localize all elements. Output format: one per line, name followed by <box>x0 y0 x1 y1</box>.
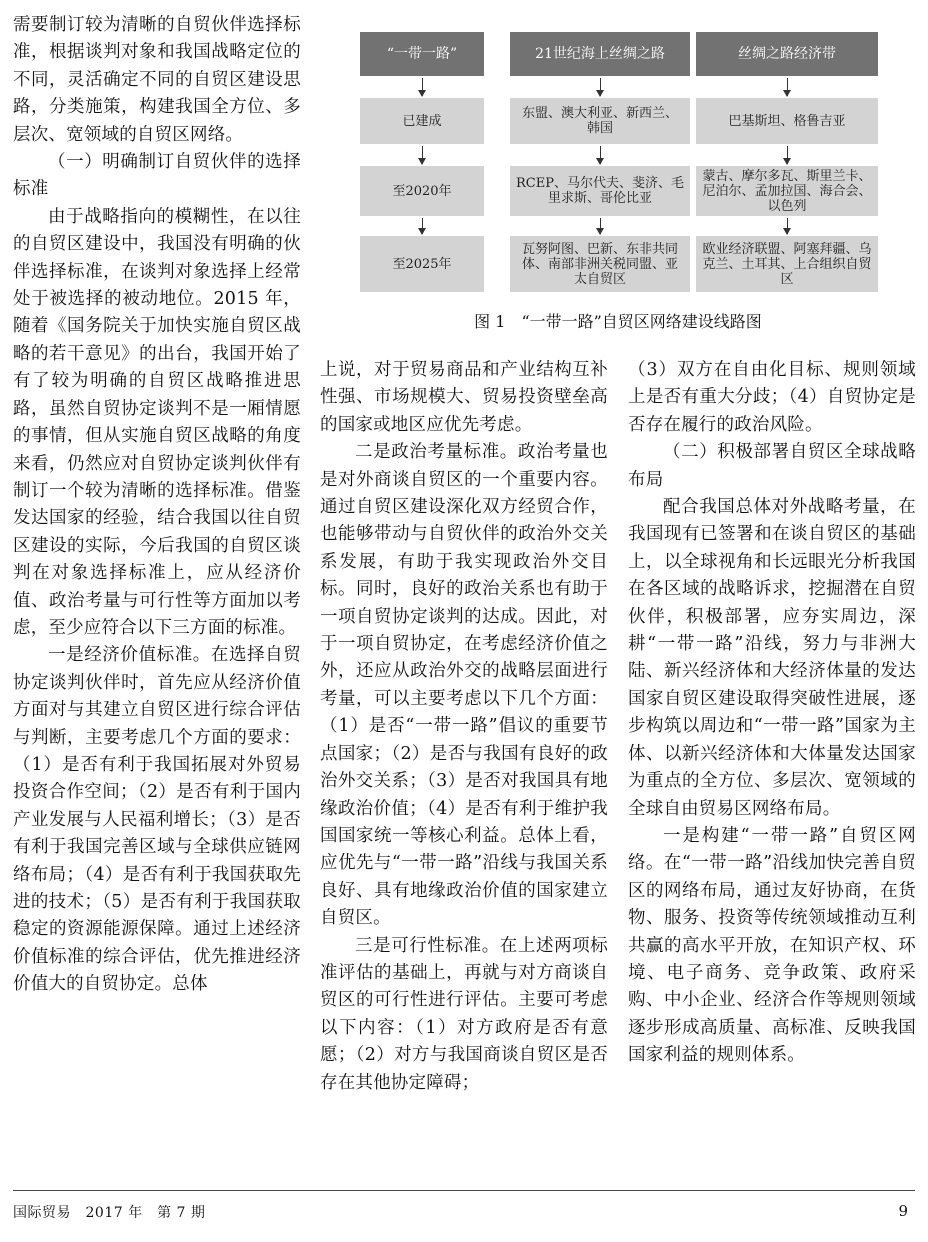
paragraph: 上说，对于贸易商品和产业结构互补性强、市场规模大、贸易投资壁垒高的国家或地区应优先考虑。 <box>320 360 608 435</box>
paragraph: 一是构建“一带一路”自贸区网络。在“一带一路”沿线加快完善自贸区的网络布局，通过友好协商，在货物、服务、投资等传统领域推动互利共赢的高水平开放，在知识产权、环境、电子商务、竞争政策、政府采购、中小企业、经济合作等规则领域逐步形成高质量、高标准、反映我国国家利益的规则体系。 <box>628 825 916 1066</box>
down-arrow-icon <box>422 78 423 96</box>
down-arrow-icon <box>787 146 788 164</box>
paragraph: （3）双方在自由化目标、规则领域上是否有重大分歧；（4）自贸协定是否存在履行的政治风险。 <box>628 360 916 435</box>
figure-caption: 图 1 “一带一路”自贸区网络建设线路图 <box>474 312 762 331</box>
text-column-left <box>13 12 301 999</box>
paragraph: 一是经济价值标准。在选择自贸协定谈判伙伴时，首先应从经济价值方面对与其建立自贸区进行综合评估与判断，主要考虑几个方面的要求：（1）是否有利于我国拓展对外贸易投资合作空间；（2）是否有利于国内产业发展与人民福利增长；（3）是否有利于我国完善区域与全球供应链网络布局；（4）是否有利于我国获取先进的技术；（5）是否有利于我国获取稳定的资源能源保障。通过上述经济价值标准的综合评估，优先推进经济价值大的自贸协定。总体 <box>13 645 301 995</box>
figure-flowchart <box>360 22 890 302</box>
down-arrow-icon <box>600 146 601 164</box>
cell-maritime-2025: 瓦努阿图、巴新、东非共同体、南部非洲关税同盟、亚太自贸区 <box>510 236 690 292</box>
text-column-middle <box>320 357 608 1097</box>
text-column-right <box>628 357 916 1070</box>
stage-2025: 至2025年 <box>360 236 484 292</box>
section-heading: （一）明确制订自贸伙伴的选择标准 <box>13 152 301 200</box>
section-heading: （二）积极部署自贸区全球战略布局 <box>628 442 916 490</box>
down-arrow-icon <box>600 78 601 96</box>
header-belt-and-road: “一带一路” <box>360 32 484 76</box>
page-number: 9 <box>898 1202 908 1220</box>
down-arrow-icon <box>600 218 601 234</box>
footer-divider <box>13 1190 915 1191</box>
cell-belt-built: 巴基斯坦、格鲁吉亚 <box>696 98 878 144</box>
paragraph: 需要制订较为清晰的自贸伙伴选择标准，根据谈判对象和我国战略定位的不同，灵活确定不同的自贸区建设思路，分类施策，构建我国全方位、多层次、宽领域的自贸区网络。 <box>13 15 301 145</box>
cell-maritime-2020: RCEP、马尔代夫、斐济、毛里求斯、哥伦比亚 <box>510 166 690 216</box>
paragraph: 三是可行性标准。在上述两项标准评估的基础上，再就与对方商谈自贸区的可行性进行评估。主要可考虑以下内容：（1）对方政府是否有意愿；（2）对方与我国商谈自贸区是否存在其他协定障碍； <box>320 935 608 1093</box>
cell-belt-2020: 蒙古、摩尔多瓦、斯里兰卡、尼泊尔、孟加拉国、海合会、以色列 <box>696 166 878 216</box>
down-arrow-icon <box>787 78 788 96</box>
paragraph: 由于战略指向的模糊性，在以往的自贸区建设中，我国没有明确的伙伴选择标准，在谈判对象选择上经常处于被选择的被动地位。2015 年，随着《国务院关于加快实施自贸区战略的若干意见》的出台，我国开始了有了较为明确的自贸区战略推进思路，虽然自贸协定谈判不是一厢情愿的事情，但从实施自贸区战略的角度来看，仍然应对自贸协定谈判伙伴有制订一个较为清晰的选择标准。借鉴发达国家的经验，结合我国以往自贸区建设的实际，今后我国的自贸区谈判在对象选择标准上，应从经济价值、政治考量与可行性等方面加以考虑，至少应符合以下三方面的标准。 <box>13 206 301 638</box>
stage-built: 已建成 <box>360 98 484 144</box>
cell-maritime-built: 东盟、澳大利亚、新西兰、韩国 <box>510 98 690 144</box>
header-maritime-silk-road: 21世纪海上丝绸之路 <box>510 32 690 76</box>
cell-belt-2025: 欧业经济联盟、阿塞拜疆、乌克兰、土耳其、上合组织自贸区 <box>696 236 878 292</box>
header-silk-road-economic-belt: 丝绸之路经济带 <box>696 32 878 76</box>
down-arrow-icon <box>422 146 423 164</box>
down-arrow-icon <box>422 218 423 234</box>
paragraph: 二是政治考量标准。政治考量也是对外商谈自贸区的一个重要内容。通过自贸区建设深化双方经贸合作，也能够带动与自贸伙伴的政治外交关系发展，有助于我实现政治外交目标。同时，良好的政治关系也有助于一项自贸协定谈判的达成。因此，对于一项自贸协定，在考虑经济价值之外，还应从政治外交的战略层面进行考量，可以主要考虑以下几个方面：（1）是否“一带一路”倡议的重要节点国家；（2）是否与我国有良好的政治外交关系；（3）是否对我国具有地缘政治价值；（4）是否有利于维护我国国家统一等核心利益。总体上看，应优先与“一带一路”沿线与我国关系良好、具有地缘政治价值的国家建立自贸区。 <box>320 442 608 929</box>
stage-2020: 至2020年 <box>360 166 484 216</box>
paragraph: 配合我国总体对外战略考量，在我国现有已签署和在谈自贸区的基础上，以全球视角和长远眼光分析我国在各区域的战略诉求，挖掘潜在自贸伙伴，积极部署，应夯实周边，深耕“一带一路”沿线，努力与非洲大陆、新兴经济体和大经济体量的发达国家自贸区建设取得突破性进展，逐步构筑以周边和“一带一路”国家为主体、以新兴经济体和大体量发达国家为重点的全方位、多层次、宽领域的全球自由贸易区网络布局。 <box>628 497 916 819</box>
down-arrow-icon <box>787 218 788 234</box>
journal-info: 国际贸易 2017 年 第 7 期 <box>13 1205 206 1221</box>
